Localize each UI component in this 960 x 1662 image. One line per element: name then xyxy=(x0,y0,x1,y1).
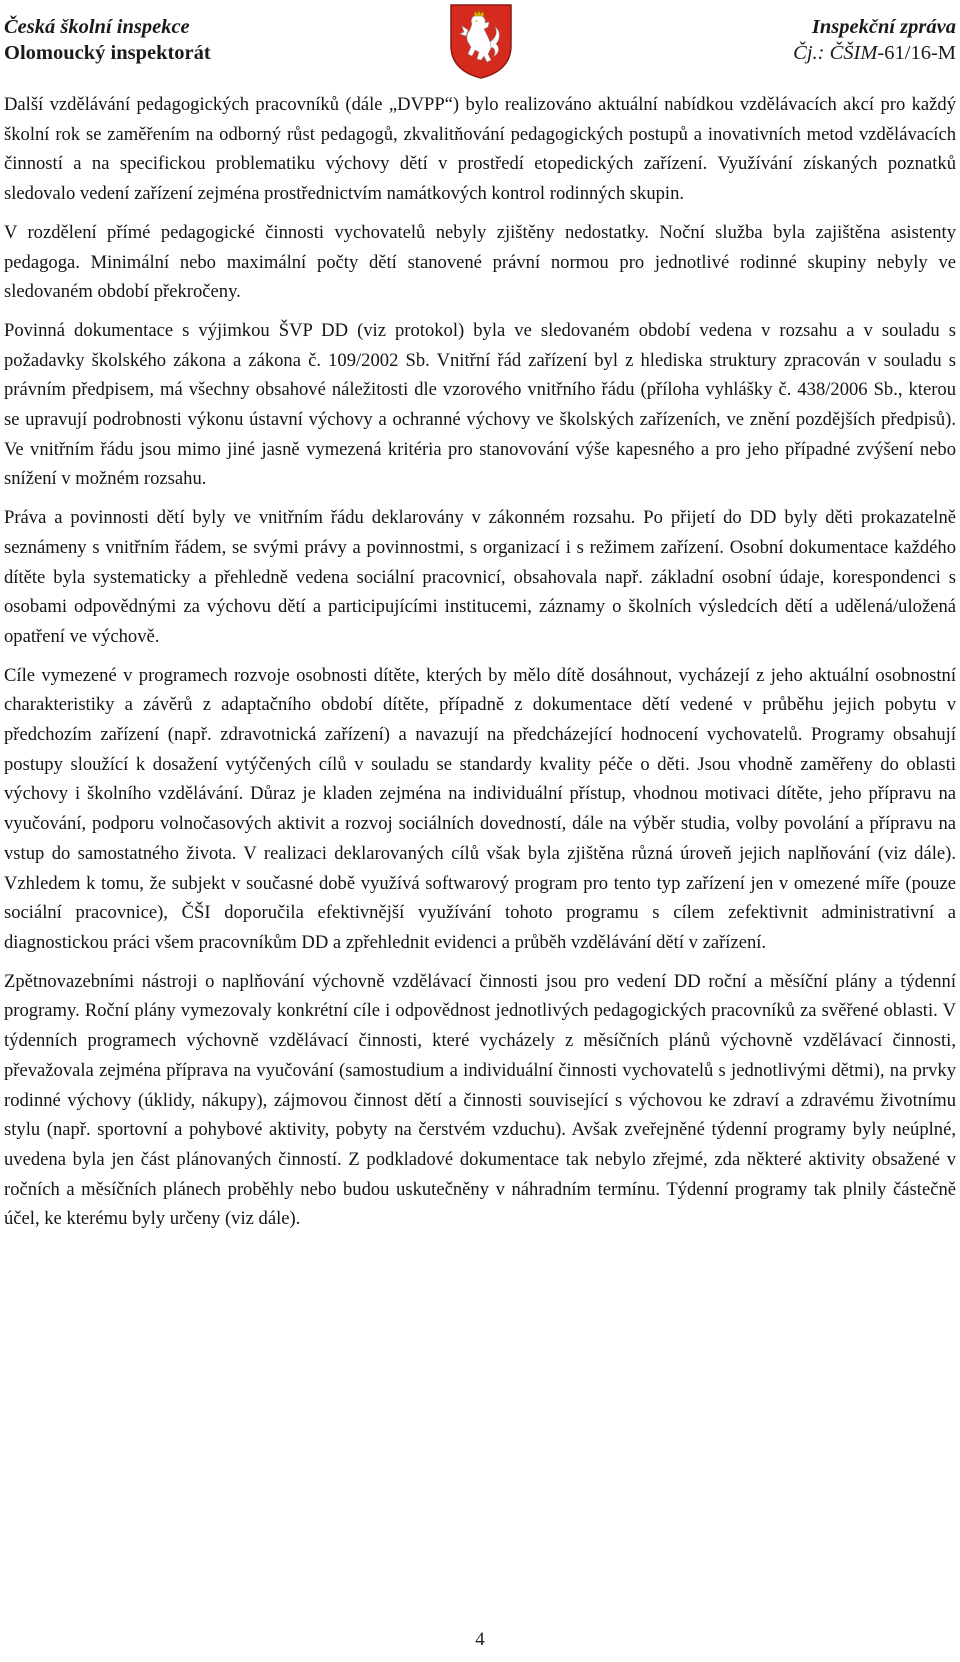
czech-coat-of-arms-lion-icon xyxy=(448,2,514,80)
paragraph-rights-duties: Práva a povinnosti dětí byly ve vnitřním řádu deklarovány v zákonném rozsahu. Po přijetí do DD byly děti prokazatelně seznámeny s vnitřním řádem, se svými právy a povinnostmi, s organizací i s režimem zařízení. Osobní dokumentace každého dítěte byla systematicky a přehledně vedena sociální pracovnicí, obsahovala např. základní osobní údaje, korespondenci s osobami odpovědnými za výchovu dětí a participujícími institucemi, záznamy o školních výsledcích dětí a udělená/uložená opatření ve výchově. xyxy=(4,507,956,647)
paragraph-development-programs: Cíle vymezené v programech rozvoje osobnosti dítěte, kterých by mělo dítě dosáhnout, vycházejí z jeho aktuální osobnostní charakteristiky a závěrů z adaptačního období dítěte, případně z dokumentace dětí vedené v průběhu jejich pobytu v předchozím zařízení (např. zdravotnická zařízení) a navazují na předcházející hodnocení vychovatelů. Programy obsahují postupy sloužící k dosažení vytýčených cílů v souladu se standardy kvality péče o děti. Jsou vhodně zaměřeny do oblasti výchovy i školního vzdělávání. Důraz je kladen zejména na individuální přístup, vhodnou motivaci dítěte, jeho přípravu na vyučování, podporu volnočasových aktivit a rozvoj sociálních dovedností, dále na výběr studia, volby povolání a přípravu na vstup do samostatného života. V realizaci deklarovaných cílů však byla zjištěna různá úroveň jejich naplňování (viz dále). Vzhledem k tomu, že subjekt v současné době využívá softwarový program pro tento typ zařízení jen v omezené míře (pouze sociální pracovnice), ČŠI doporučila efektivnější využívání tohoto programu s cílem zefektivnit administrativní a diagnostickou práci všem pracovníkům DD a zpřehlednit evidenci a průběh vzdělávání dětí v zařízení. xyxy=(4,664,956,953)
paragraph-documentation: Povinná dokumentace s výjimkou ŠVP DD (viz protokol) byla ve sledovaném období vedena v rozsahu a v souladu s požadavky školského zákona a zákona č. 109/2002 Sb. Vnitřní řád zařízení byl z hlediska struktury zpracován v souladu s právním předpisem, má všechny obsahové náležitosti dle vzorového vnitřního řádu (příloha vyhlášky č. 438/2006 Sb., kterou se upravují podrobnosti výkonu ústavní výchovy a ochranné výchovy ve školských zařízeních, ve znění pozdějších předpisů). Ve vnitřním řádu jsou mimo jiné jasně vymezená kritéria pro stanovování výše kapesného a pro jeho případné zvýšení nebo snížení v možném rozsahu. xyxy=(4,319,956,490)
paragraph-pedagogical-activity: V rozdělení přímé pedagogické činnosti vychovatelů nebyly zjištěny nedostatky. Noční služba byla zajištěna asistenty pedagoga. Minimální nebo maximální počty dětí stanovené právní normou pro jednotlivé rodinné skupiny nebyly ve sledovaném období překročeny. xyxy=(4,221,956,303)
reference-prefix: Čj.: ČŠIM xyxy=(793,42,878,64)
reference-number xyxy=(793,40,956,66)
page-number: 4 xyxy=(475,1629,485,1650)
header-left xyxy=(4,14,211,66)
office-name: Olomoucký inspektorát xyxy=(4,42,211,64)
page-header xyxy=(0,0,960,80)
organization-name: Česká školní inspekce xyxy=(4,16,190,38)
reference-suffix: -61/16-M xyxy=(877,42,956,64)
report-body xyxy=(4,90,956,1243)
paragraph-feedback-tools: Zpětnovazebními nástroji o naplňování výchovně vzdělávací činnosti jsou pro vedení DD roční a měsíční plány a týdenní programy. Roční plány vymezovaly konkrétní cíle i odpovědnost jednotlivých pedagogických pracovníků za svěřené oblasti. V týdenních programech výchovně vzdělávací činnosti, které vycházely z měsíčních plánů výchovně vzdělávací činnosti, převažovala zejména příprava na vyučování (samostudium a individuální činnosti vychovatelů s jednotlivými dětmi), na prvky rodinné výchovy (úklidy, nákupy), zájmovou činnost dětí a činnosti související s výchovou ke zdraví a zdravému životnímu stylu (např. sportovní a pohybové aktivity, pobyty na čerstvém vzduchu). Avšak zveřejněné týdenní programy byly neúplné, uvedena byla jen část plánovaných činností. Z podkladové dokumentace tak nebylo zřejmé, zda některé aktivity obsažené v ročních a měsíčních plánech proběhly nebo budou uskutečněny v náhradním termínu. Týdenní programy tak plnily částečně účel, ke kterému byly určeny (viz dále). xyxy=(4,970,956,1230)
paragraph-dvpp: Další vzdělávání pedagogických pracovníků (dále „DVPP“) bylo realizováno aktuální nabídkou vzdělávacích akcí pro každý školní rok se zaměřením na odborný růst pedagogů, zkvalitňování pedagogických postupů a inovativních metod vzdělávacích činností a na specifickou problematiku výchovy dětí v prostředí etopedických zařízení. Využívání získaných poznatků sledovalo vedení zařízení zejména prostřednictvím namátkových kontrol rodinných skupin. xyxy=(4,94,956,205)
header-right xyxy=(793,14,956,66)
document-type: Inspekční zpráva xyxy=(811,16,956,38)
